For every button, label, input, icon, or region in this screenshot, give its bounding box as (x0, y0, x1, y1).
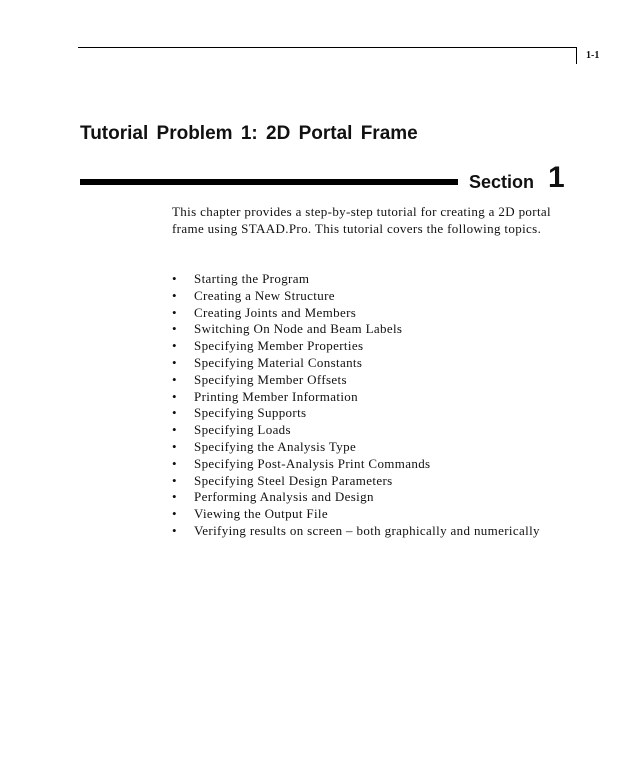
header-rule (78, 47, 576, 48)
section-bar (80, 179, 458, 185)
topic-item: • Specifying Supports (172, 404, 540, 421)
chapter-title: Tutorial Problem 1: 2D Portal Frame (80, 123, 418, 144)
page-number: 1-1 (586, 50, 600, 61)
topic-item: • Verifying results on screen – both graphically and numerically (172, 522, 540, 539)
topic-item: • Specifying Post-Analysis Print Commands (172, 455, 540, 472)
topic-item: • Specifying Member Offsets (172, 371, 540, 388)
topic-item: • Performing Analysis and Design (172, 488, 540, 505)
intro-paragraph: This chapter provides a step-by-step tutorial for creating a 2D portal frame using STAAD.Pro. This tutorial covers the following topics. (172, 204, 551, 236)
topic-item: • Viewing the Output File (172, 505, 540, 522)
topic-item: • Starting the Program (172, 270, 540, 287)
topic-item: • Specifying Member Properties (172, 337, 540, 354)
topic-item: • Switching On Node and Beam Labels (172, 320, 540, 337)
topic-item: • Specifying Loads (172, 421, 540, 438)
topic-list (172, 270, 540, 539)
topic-item: • Specifying the Analysis Type (172, 438, 540, 455)
topic-item: • Printing Member Information (172, 388, 540, 405)
section-number: 1 (548, 161, 565, 194)
header-tick (576, 47, 577, 64)
section-label: Section (469, 172, 535, 192)
topic-item: • Creating a New Structure (172, 287, 540, 304)
topic-item: • Specifying Material Constants (172, 354, 540, 371)
topic-item: • Specifying Steel Design Parameters (172, 472, 540, 489)
topic-item: • Creating Joints and Members (172, 304, 540, 321)
